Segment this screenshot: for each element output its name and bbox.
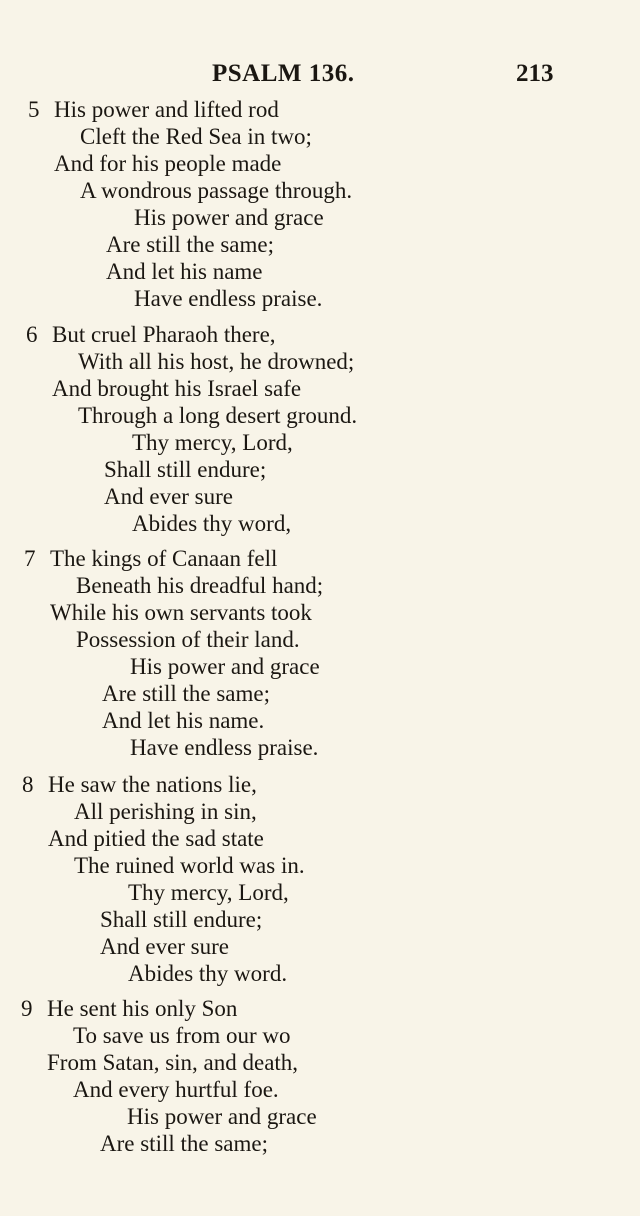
verse-line: And let his name [106,259,263,284]
page-number: 213 [516,60,554,87]
verse-line: Beneath his dreadful hand; [76,573,324,598]
verse-line: While his own servants took [50,600,312,625]
stanza-number: 7 [24,546,36,571]
verse-line: Shall still endure; [100,907,263,932]
verse-line: Have endless praise. [130,735,319,760]
verse-line: Thy mercy, Lord, [132,430,293,455]
verse-line: And pitied the sad state [48,826,264,851]
verse-line: And ever sure [100,934,230,959]
verse-line: He saw the nations lie, [48,772,257,797]
verse-line: Thy mercy, Lord, [128,880,289,905]
stanza-number: 6 [26,322,38,347]
verse-line: But cruel Pharaoh there, [52,322,276,347]
verse-line: And every hurtful foe. [73,1077,279,1102]
verse-line: Abides thy word, [132,511,292,536]
verse-line: And brought his Israel safe [52,376,302,401]
verse-line: With all his host, he drowned; [78,349,355,374]
verse-line: He sent his only Son [47,996,238,1021]
verse-line: All perishing in sin, [74,799,257,824]
verse-line: Have endless praise. [134,286,323,311]
verse-line: Shall still endure; [104,457,267,482]
running-head [0,60,640,92]
verse-line: Are still the same; [100,1131,268,1156]
verse-line: His power and grace [130,654,320,679]
verse-line: And for his people made [54,151,282,176]
verse-line: Possession of their land. [76,627,300,652]
verse-line: Through a long desert ground. [78,403,358,428]
verse-line: Abides thy word. [128,961,288,986]
verse-line: Are still the same; [102,681,270,706]
verse-line: The ruined world was in. [74,853,305,878]
stanza-number: 8 [22,772,34,797]
verse-line: His power and grace [134,205,324,230]
verse-line: A wondrous passage through. [80,178,353,203]
verse-line: His power and lifted rod [54,97,279,122]
stanza-number: 5 [28,97,40,122]
verse-line: From Satan, sin, and death, [47,1050,299,1075]
verse-line: To save us from our wo [73,1023,291,1048]
verse-line: Cleft the Red Sea in two; [80,124,312,149]
verse-line: The kings of Canaan fell [50,546,278,571]
stanza-number: 9 [21,996,33,1021]
page-title: PSALM 136. [212,60,355,87]
verse-line: His power and grace [127,1104,317,1129]
verse-line: And ever sure [104,484,234,509]
verse-line: And let his name. [102,708,265,733]
verse-line: Are still the same; [106,232,274,257]
